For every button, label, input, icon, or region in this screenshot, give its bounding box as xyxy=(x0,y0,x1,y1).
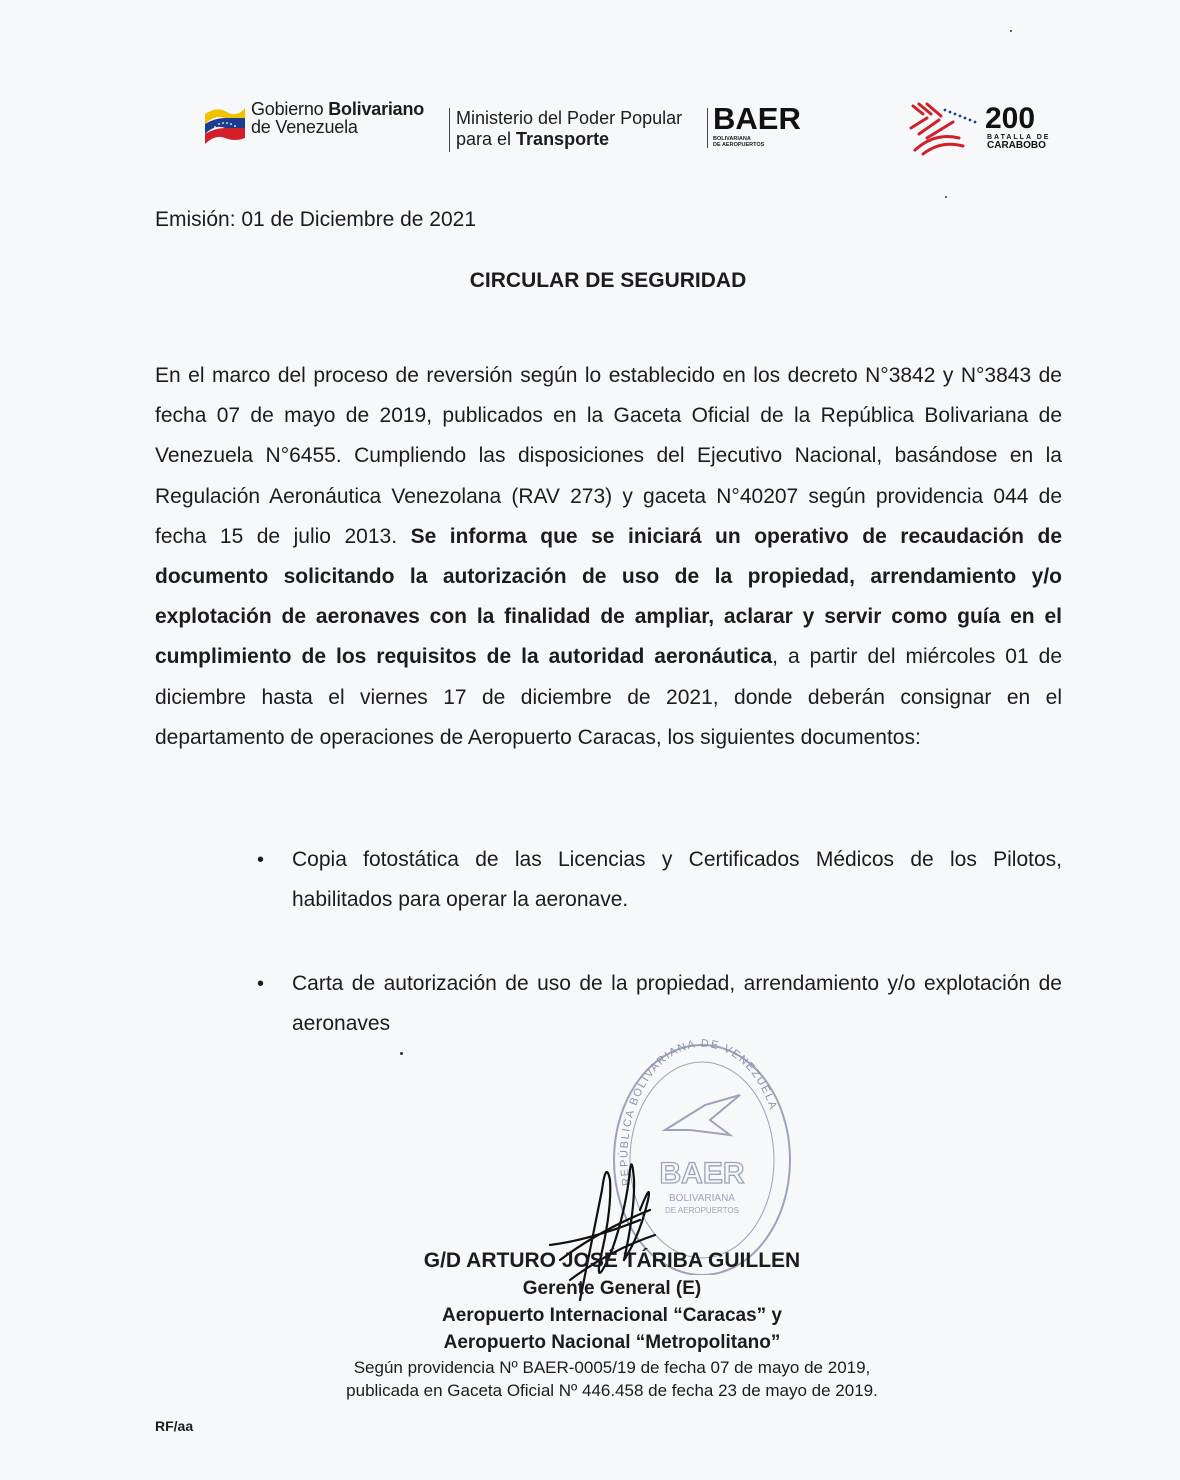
gob-line1-pre: Gobierno xyxy=(251,99,329,119)
body-text-end: , a partir del miércoles 01 de diciembre hasta el viernes 17 de diciembre de 2021, donde deberán consignar en el departamento de operaciones de Aeropuerto Caracas, los siguientes documentos: xyxy=(155,645,1062,749)
venezuela-flag-icon xyxy=(203,100,247,144)
ministry-line2-pre: para el xyxy=(456,129,517,149)
header-divider xyxy=(449,108,450,152)
emission-date: Emisión: 01 de Diciembre de 2021 xyxy=(155,208,477,231)
bicentennial-number: 200 xyxy=(985,102,1036,135)
gob-line1-bold: Bolivariano xyxy=(328,99,425,119)
ministry-name xyxy=(456,108,682,150)
stamp-sub1: BOLIVARIANA xyxy=(669,1193,735,1204)
bicentennial-carabobo-logo xyxy=(905,98,1075,160)
bicentennial-line1: BATALLA DE xyxy=(987,134,1051,141)
bullet-icon: • xyxy=(257,973,265,995)
scan-speck xyxy=(400,1052,403,1055)
baer-subtitle xyxy=(713,136,801,148)
signer-name: G/D ARTURO JOSÉ TÁRIBA GUILLEN xyxy=(423,1249,801,1272)
bicentennial-line2: CARABOBO xyxy=(987,140,1046,151)
signer-reference-1: Según providencia Nº BAER-0005/19 de fecha 07 de mayo de 2019, xyxy=(353,1358,871,1377)
body-text-intro: En el marco del proceso de reversión según lo establecido en los decreto N°3842 y N°3843 de fecha 07 de mayo de 2019, publicados en la Gaceta Oficial de la República Bolivariana de Venezuela N°6455. Cumpliendo las disposiciones del Ejecutivo Nacional, basándose en la Regulación Aeronáutica Venezolana (RAV 273) y gaceta N°40207 según providencia 044 de fecha 15 de julio 2013. xyxy=(155,364,1062,548)
stamp-sub2: DE AEROPUERTOS xyxy=(665,1206,739,1215)
signer-reference-2: publicada en Gaceta Oficial Nº 446.458 de fecha 23 de mayo de 2019. xyxy=(346,1381,878,1400)
body-paragraph xyxy=(155,356,1062,758)
scan-speck xyxy=(1010,30,1012,32)
baer-sub1: BOLIVARIANA xyxy=(713,136,751,142)
scan-speck xyxy=(945,196,947,198)
baer-sub2: DE AEROPUERTOS xyxy=(713,142,765,148)
baer-wordmark: BAER xyxy=(713,101,801,136)
signature-block xyxy=(0,1247,1180,1402)
header-divider-2 xyxy=(707,108,708,148)
ministry-line2-bold: Transporte xyxy=(516,129,610,149)
baer-logo xyxy=(713,101,801,148)
list-item-text: Copia fotostática de las Licencias y Certificados Médicos de los Pilotos, habilitados para operar la aeronave. xyxy=(292,848,1062,911)
body-text-bold: Se informa que se iniciará un operativo de recaudación de documento solicitando la autorización de uso de la propiedad, arrendamiento y/o explotación de aeronaves con la finalidad de ampliar, aclarar y servir como guía en el cumplimiento de los requisitos de la autoridad aeronáutica xyxy=(155,524,1062,669)
list-item xyxy=(255,964,1062,1044)
signer-airport-1: Aeropuerto Internacional “Caracas” y xyxy=(442,1305,782,1326)
signer-airport-2: Aeropuerto Nacional “Metropolitano” xyxy=(443,1332,781,1353)
initials: RF/aa xyxy=(155,1418,194,1434)
bullet-icon: • xyxy=(257,849,265,871)
government-name xyxy=(251,100,424,136)
stamp-logo-text: BAER xyxy=(659,1157,745,1190)
signer-role: Gerente General (E) xyxy=(522,1278,702,1299)
list-item xyxy=(255,840,1062,920)
gob-line2: de Venezuela xyxy=(251,117,358,137)
document-title: CIRCULAR DE SEGURIDAD xyxy=(469,269,747,292)
list-item-text: Carta de autorización de uso de la propiedad, arrendamiento y/o explotación de aeronaves xyxy=(292,972,1062,1035)
ministry-line1: Ministerio del Poder Popular xyxy=(456,108,683,128)
government-logo xyxy=(203,100,424,144)
stamp-ring-text: REPÚBLICA BOLIVARIANA DE VENEZUELA xyxy=(618,1037,780,1187)
